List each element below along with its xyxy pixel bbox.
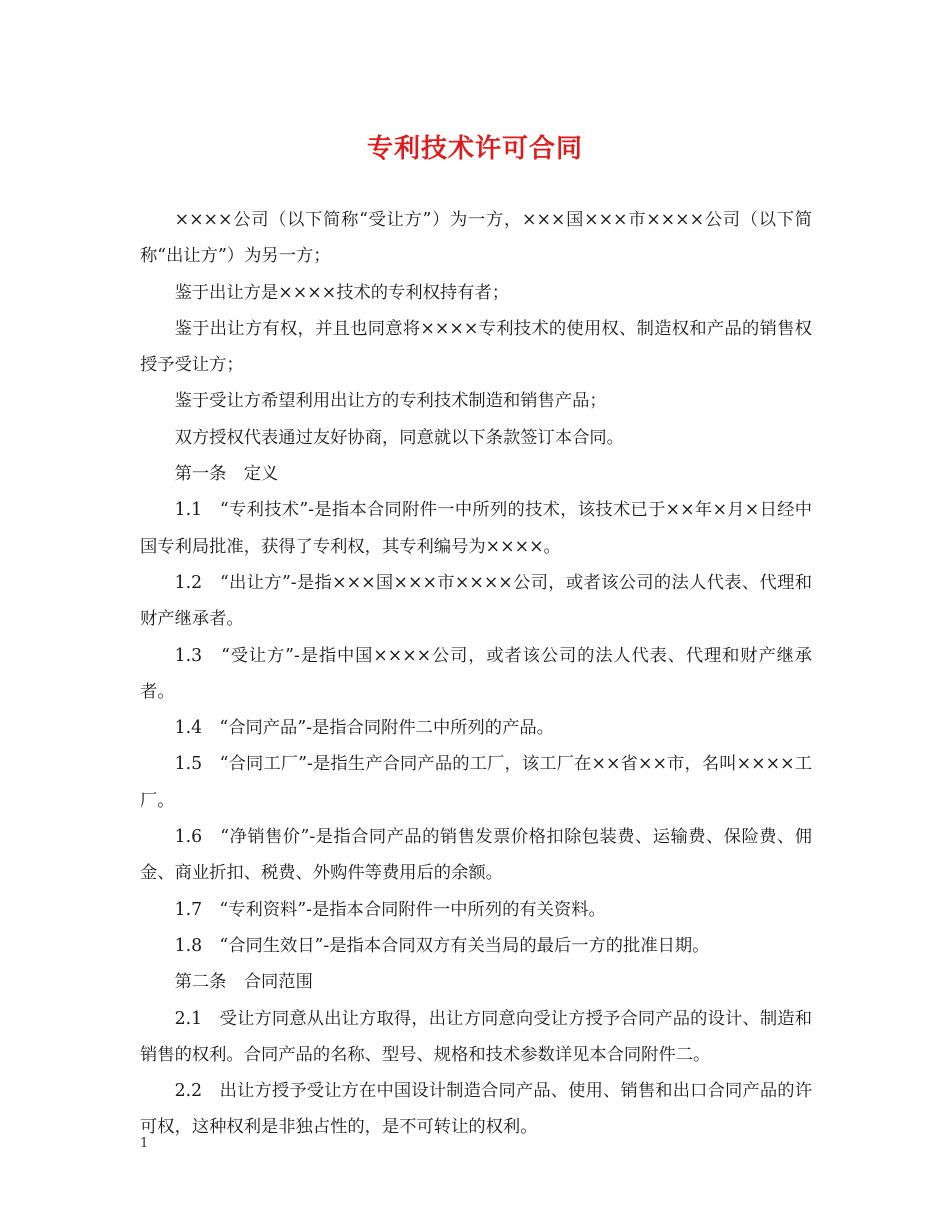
paragraph-parties: ××××公司（以下简称“受让方”）为一方，×××国×××市××××公司（以下简称“出让方”）为另一方；	[140, 210, 812, 267]
clause-1-4: 1.4 “合同产品”-是指合同附件二中所列的产品。	[174, 718, 554, 739]
document-title: 专利技术许可合同	[366, 134, 583, 164]
clause-1-5: 1.5 “合同工厂”-是指生产合同产品的工厂，该工厂在××省××市，名叫××××工厂。	[140, 754, 812, 811]
clause-1-7: 1.7 “专利资料”-是指本合同附件一中所列的有关资料。	[174, 899, 606, 920]
clause-2-1: 2.1 受让方同意从出让方取得，出让方同意向受让方授予合同产品的设计、制造和销售的权利。合同产品的名称、型号、规格和技术参数详见本合同附件二。	[140, 1008, 812, 1065]
clause-1-6: 1.6 “净销售价”-是指合同产品的销售发票价格扣除包装费、运输费、保险费、佣金、商业折扣、税费、外购件等费用后的余额。	[140, 827, 812, 884]
clause-2-2: 2.2 出让方授予受让方在中国设计制造合同产品、使用、销售和出口合同产品的许可权，这种权利是非独占性的，是不可转让的权利。	[140, 1081, 812, 1138]
article-1-heading: 第一条 定义	[174, 464, 279, 485]
clause-1-8: 1.8 “合同生效日”-是指本合同双方有关当局的最后一方的批准日期。	[174, 935, 710, 956]
article-2-heading: 第二条 合同范围	[174, 972, 313, 993]
clause-1-3: 1.3 “受让方”-是指中国××××公司，或者该公司的法人代表、代理和财产继承者。	[140, 645, 812, 702]
paragraph-recital-2: 鉴于出让方有权，并且也同意将××××专利技术的使用权、制造权和产品的销售权授予受让方；	[140, 318, 812, 376]
clause-1-2: 1.2 “出让方”-是指×××国×××市××××公司，或者该公司的法人代表、代理和财产继承者。	[140, 572, 812, 630]
clause-1-1: 1.1 “专利技术”-是指本合同附件一中所列的技术，该技术已于××年×月×日经中国专利局批准，获得了专利权，其专利编号为××××。	[140, 500, 812, 557]
document-body	[140, 202, 812, 1146]
page-number: 1	[140, 1136, 149, 1151]
paragraph-agreement: 双方授权代表通过友好协商，同意就以下条款签订本合同。	[174, 427, 624, 448]
paragraph-recital-1: 鉴于出让方是××××技术的专利权持有者；	[174, 282, 510, 303]
paragraph-recital-3: 鉴于受让方希望利用出让方的专利技术制造和销售产品；	[174, 391, 607, 412]
